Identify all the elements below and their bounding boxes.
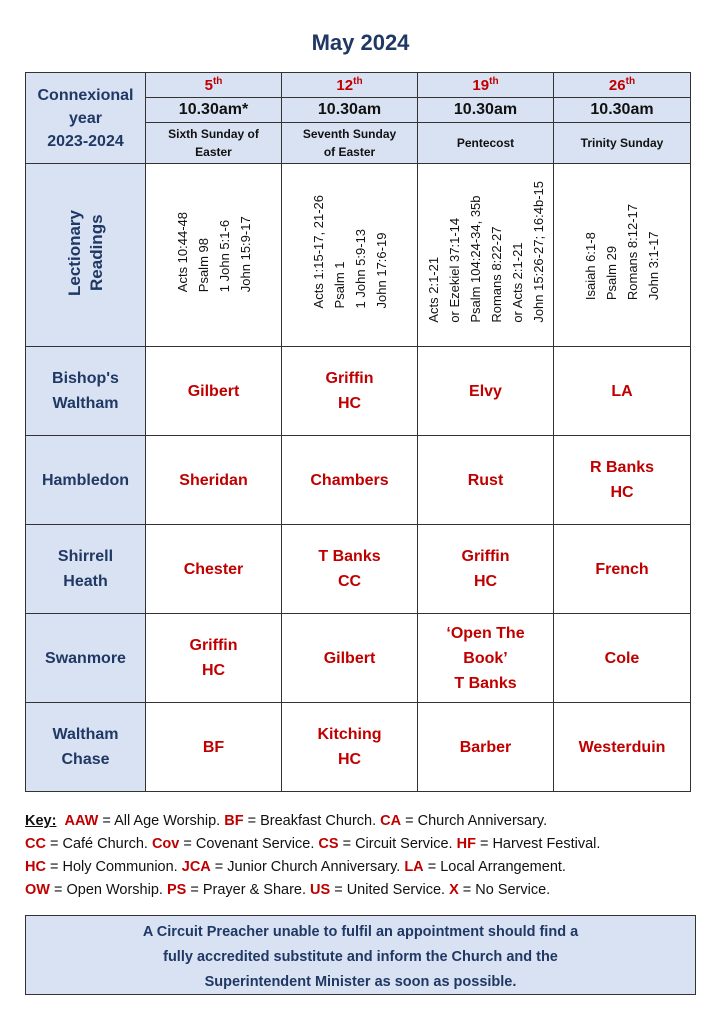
corner-line: Connexional [37,86,134,104]
preacher-cell: Rust [418,436,554,525]
readings-cell [418,164,554,347]
preacher-cell: Griffin HC [282,347,418,436]
key-line: CC = Café Church. Cov = Covenant Service. CS = Circuit Service. HF = Harvest Festival. [25,836,601,852]
notice-line: Superintendent Minister as soon as possible. [204,974,517,990]
page-title: May 2024 [311,30,410,55]
church-name: Shirrell Heath [26,525,146,614]
preacher-cell: French [554,525,691,614]
service-time: 10.30am [282,98,418,123]
preacher-cell: BF [146,703,282,792]
readings-cell [282,164,418,347]
reading: 1 John 5:9-13 [352,229,368,309]
preacher-cell: Kitching HC [282,703,418,792]
reading: Romans 8:12-17 [625,203,640,301]
reading: John 17:6-19 [373,232,389,309]
reading: Isaiah 6:1-8 [583,232,598,301]
preacher-cell: Griffin HC [146,614,282,703]
date-header: 19th [418,73,554,98]
preacher-cell: Chambers [282,436,418,525]
preacher-cell: Cole [554,614,691,703]
preacher-cell: T Banks CC [282,525,418,614]
readings-cell [554,164,691,347]
preacher-cell: Chester [146,525,282,614]
preacher-cell: LA [554,347,691,436]
reading: Psalm 104:24-34, 35b [467,195,483,323]
occasion-cell: Trinity Sunday [554,123,691,164]
notice-line: fully accredited substitute and inform the Church and the [163,949,558,965]
reading: Acts 10:44-48 [174,211,190,293]
reading: Acts 2:1-21 [425,257,441,323]
key-line: HC = Holy Communion. JCA = Junior Church Anniversary. LA = Local Arrangement. [25,859,566,875]
key-line: OW = Open Worship. PS = Prayer & Share. US = United Service. X = No Service. [25,882,551,898]
date-header: 5th [146,73,282,98]
church-name: Waltham Chase [26,703,146,792]
reading: Acts 1:15-17, 21-26 [310,195,326,309]
church-name: Swanmore [26,614,146,703]
abbreviation-key [25,810,705,902]
preacher-cell: Griffin HC [418,525,554,614]
corner-line: 2023-2024 [47,132,124,150]
preacher-cell: Gilbert [282,614,418,703]
key-line: Key: AAW = All Age Worship. BF = Breakfast Church. CA = Church Anniversary. [25,813,548,829]
reading: Psalm 1 [331,261,347,309]
date-header: 12th [282,73,418,98]
preacher-cell: R Banks HC [554,436,691,525]
preacher-cell: Westerduin [554,703,691,792]
preacher-cell: Elvy [418,347,554,436]
reading: or Acts 2:1-21 [509,242,525,323]
reading: Romans 8:22-27 [488,226,504,323]
preaching-plan-table [25,72,691,792]
preacher-notice-box [25,915,696,995]
occasion-cell: Seventh Sunday of Easter [282,123,418,164]
reading: Psalm 29 [604,245,619,301]
connexional-year-cell [26,73,146,164]
service-time: 10.30am [418,98,554,123]
church-name: Hambledon [26,436,146,525]
reading: John 15:26-27; 16:4b-15 [530,181,546,323]
occasion-cell: Pentecost [418,123,554,164]
preacher-cell: ‘Open The Book’ T Banks [418,614,554,703]
corner-line: year [69,109,102,127]
reading: John 15:9-17 [237,216,253,293]
key-heading: Key: [25,813,57,829]
reading: or Ezekiel 37:1-14 [446,218,462,323]
reading: Psalm 98 [195,237,211,293]
date-header: 26th [554,73,691,98]
preacher-cell: Gilbert [146,347,282,436]
service-time: 10.30am* [146,98,282,123]
reading: 1 John 5:1-6 [216,219,232,293]
preacher-cell: Barber [418,703,554,792]
service-time: 10.30am [554,98,691,123]
reading: John 3:1-17 [646,231,661,301]
preacher-cell: Sheridan [146,436,282,525]
readings-cell [146,164,282,347]
church-name: Bishop's Waltham [26,347,146,436]
lectionary-label-cell: Lectionary Readings [26,164,146,347]
occasion-cell: Sixth Sunday of Easter [146,123,282,164]
notice-line: A Circuit Preacher unable to fulfil an appointment should find a [142,924,579,940]
